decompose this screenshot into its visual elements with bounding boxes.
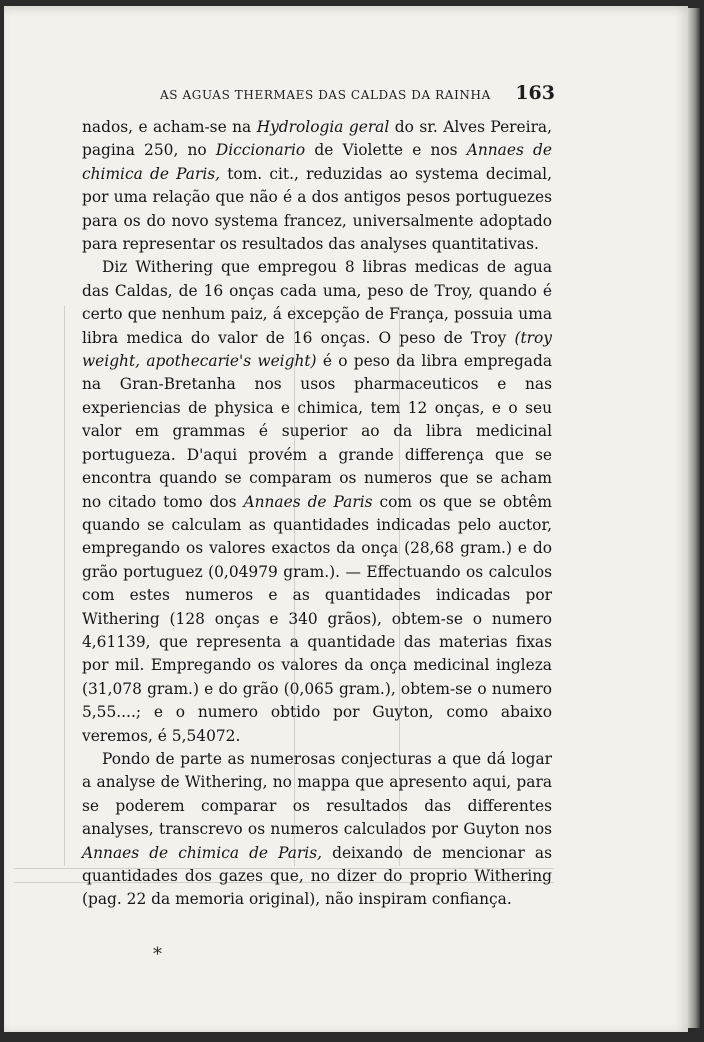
italic-text: Annaes de chimica de Paris, bbox=[82, 141, 552, 183]
italic-text: Diccionario bbox=[215, 141, 306, 160]
running-header bbox=[160, 82, 555, 105]
page-edge bbox=[688, 8, 700, 1028]
text-run: é o peso da libra empregada na Gran-Bretanha nos usos pharmaceuticos e nas experiencias de physica e chimica, tem 12 onças, e o seu valor em grammas é superior ao da libra medicinal portugueza. D'aqui provém a grande differença que se encontra quando se comparam os numeros que se acham no citado tomo dos bbox=[82, 352, 552, 511]
footer-asterisk: * bbox=[153, 944, 162, 965]
paragraph bbox=[82, 116, 552, 256]
italic-text: (troy weight, apothecarie's weight) bbox=[82, 328, 552, 371]
text-run: do sr. Alves Pereira, pagina 250, no bbox=[82, 118, 552, 160]
italic-text: Hydrologia geral bbox=[256, 118, 390, 136]
running-title: AS AGUAS THERMAES DAS CALDAS DA RAINHA bbox=[160, 88, 491, 102]
body-text bbox=[82, 116, 552, 912]
text-run: deixando de mencionar as quantidades dos gazes que, no dizer do proprio Withering (pag. 22 da memoria original), não inspiram confiança. bbox=[82, 843, 552, 909]
text-run: Pondo de parte as numerosas conjecturas a que dá logar a analyse de Withering, no mappa que apresento aqui, para se poderem comparar os resultados das differentes analyses, transcrevo os numeros calculados por Guyton nos bbox=[82, 749, 552, 839]
text-run: Diz Withering que empregou 8 libras medicas de agua das Caldas, de 16 onças cada uma, peso de Troy, quando é certo que nenhum paiz, á excepção de França, possuia uma libra medica do valor de 16 onças. O peso de Troy bbox=[82, 258, 552, 347]
paragraph bbox=[82, 748, 552, 912]
bleed-rule bbox=[64, 306, 65, 866]
italic-text: Annaes de chimica de Paris, bbox=[82, 843, 323, 862]
text-run: tom. cit., reduzidas ao systema decimal, por uma relação que não é a dos antigos pesos portuguezes para os do novo systema francez, universalmente adoptado para representar os resultados das analyses quantitativas. bbox=[82, 164, 552, 254]
text-run: com os que se obtêm quando se calculam as quantidades indicadas pelo auctor, empregando os valores exactos da onça (28,68 gram.) e do grão portuguez (0,04979 gram.). — Effectuando os calculos com estes numeros e as quantidades indicadas por Withering (128 onças e 340 grãos), obtem-se o numero 4,61139, que representa a quantidade das materias fixas por mil. Empregando os valores da onça medicinal ingleza (31,078 gram.) e do grão (0,065 gram.), obtem-se o numero 5,55....; e o numero obtido por Guyton, como abaixo veremos, é 5,54072. bbox=[82, 492, 552, 745]
page-number: 163 bbox=[515, 82, 555, 104]
text-run: de Violette e nos bbox=[305, 141, 467, 160]
italic-text: Annaes de Paris bbox=[243, 492, 373, 511]
paragraph bbox=[82, 256, 552, 748]
text-run: nados, e acham-se na bbox=[82, 118, 257, 136]
